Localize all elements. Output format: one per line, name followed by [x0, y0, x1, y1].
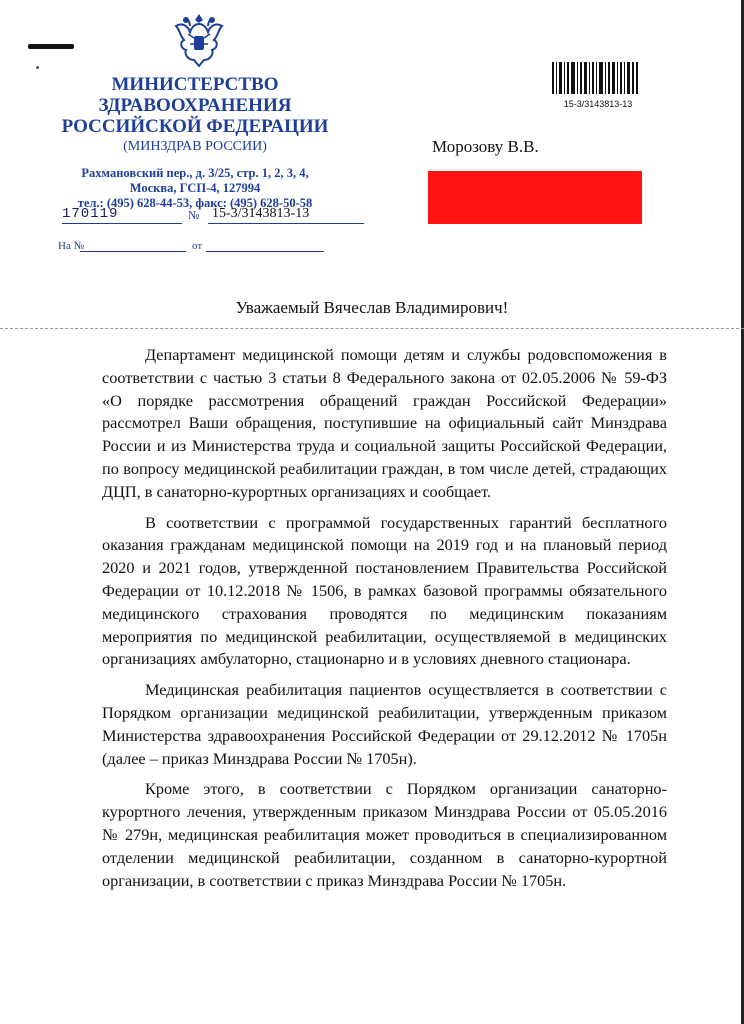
barcode-number: 15-3/3143813-13 [563, 99, 633, 109]
ministry-short-name: (МИНЗДРАВ РОССИИ) [123, 139, 267, 154]
reference-date-label: от [192, 240, 203, 252]
ministry-name-line3: РОССИЙСКОЙ ФЕДЕРАЦИИ [61, 116, 329, 137]
registration-number: 15-3/3143813-13 [208, 206, 364, 224]
ministry-phone-fax: тел.: (495) 628-44-53, факс: (495) 628-50-58 [77, 196, 313, 210]
ministry-name-line2: ЗДРАВООХРАНЕНИЯ [98, 95, 292, 116]
ministry-address-line2: Москва, ГСП-4, 127994 [129, 181, 261, 195]
reference-date-blank [206, 251, 324, 252]
registration-date: 170119 [62, 206, 182, 224]
double-headed-eagle-emblem-icon [168, 8, 230, 70]
barcode-icon [552, 62, 638, 94]
registration-number-label: № [188, 208, 200, 222]
reference-number-label: На № [58, 240, 85, 252]
registration-row [56, 206, 376, 226]
redacted-address-block [428, 171, 642, 224]
letter-body [102, 344, 667, 900]
ministry-address-line1: Рахмановский пер., д. 3/25, стр. 1, 2, 3, 4, [81, 166, 309, 180]
body-paragraph-3: Медицинская реабилитация пациентов осуществляется в соответствии с Порядком организации медицинской реабилитации, утвержденным приказом Министерства здравоохранения Российской Федерации от 29.12.2012 № 1705н (далее – приказ Минздрава России № 1705н). [102, 680, 667, 768]
letter-greeting: Уважаемый Вячеслав Владимирович! [235, 298, 509, 317]
body-paragraph-2: В соответствии с программой государственных гарантий бесплатного оказания гражданам медицинской помощи на 2019 год и на плановый период 2020 и 2021 годов, утвержденной постановлением Правительства Российской Федерации от 10.12.2018 № 1506, в рамках базовой программы обязательного медицинского страхования проводятся по медицинским показаниям мероприятия по медицинской реабилитации, осуществляемой в медицинских организациях амбулаторно, стационарно и в условиях дневного стационара. [102, 512, 667, 669]
reference-number-blank [80, 251, 186, 252]
scan-speck [36, 66, 39, 69]
ministry-header [40, 74, 350, 211]
addressee-name: Морозову В.В. [432, 137, 539, 156]
body-paragraph-4: Кроме этого, в соответствии с Порядком организации санаторно-курортного лечения, утвержденным приказом Минздрава России от 05.05.2016 № 279н, медицинская реабилитация может проводиться в специализированном отделении медицинской реабилитации, созданном в санаторно-курортной организации, в соответствии с приказ Минздрава России № 1705н. [102, 779, 667, 890]
body-paragraph-1: Департамент медицинской помощи детям и службы родовспоможения в соответствии с частью 3 статьи 8 Федерального закона от 02.05.2006 № 59-ФЗ «О порядке рассмотрения обращений граждан Российской Федерации» рассмотрел Ваши обращения, поступившие на официальный сайт Минздрава России и из Министерства труда и социальной защиты Российской Федерации, по вопросу медицинской реабилитации граждан, в том числе детей, страдающих ДЦП, в санаторно-курортных организациях и сообщает. [102, 345, 667, 501]
reference-row [58, 240, 358, 254]
scan-mark [28, 44, 74, 49]
ministry-name-line1: МИНИСТЕРСТВО [111, 74, 279, 95]
fold-line [0, 328, 744, 329]
